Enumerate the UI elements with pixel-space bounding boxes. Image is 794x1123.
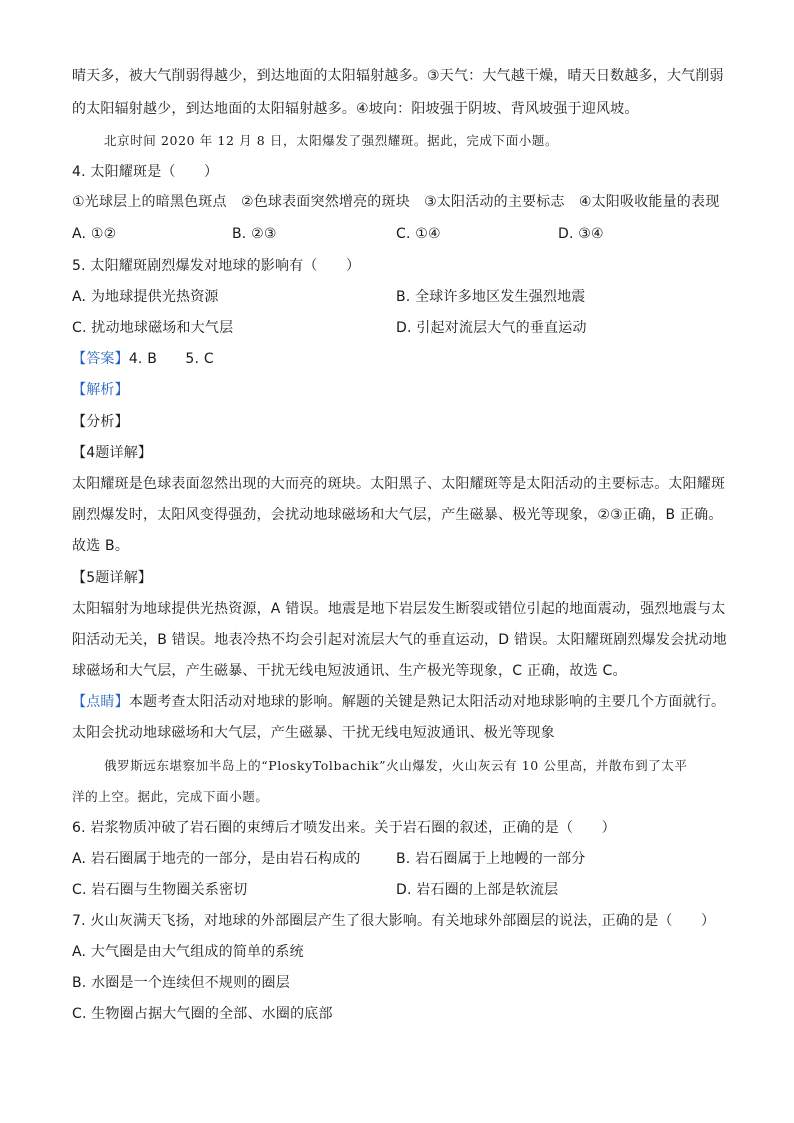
dianjing-tag: 【点睛】 [72, 694, 129, 710]
fenxi-tag: 【分析】 [72, 414, 129, 430]
detail5-line-3: 球磁场和大气层，产生磁暴、干扰无线电短波通讯、生产极光等现象，C 正确，故选 C。 [72, 663, 627, 679]
q4-option-c: C. ①④ [396, 226, 441, 242]
q7-stem: 7. 火山灰满天飞扬，对地球的外部圈层产生了很大影响。有关地球外部圈层的说法，正确的是（ ） [72, 913, 716, 929]
detail5-line-1: 太阳辐射为地球提供光热资源，A 错误。地震是地下岩层发生断裂或错位引起的地面震动，强烈地震与太 [72, 601, 726, 617]
lead-paragraph-2-line-1: 俄罗斯远东堪察加半岛上的“PloskyTolbachik”火山爆发，火山灰云有 10 公里高，并散布到了太平 [104, 758, 688, 773]
detail4-line-2: 剧烈爆发时，太阳风变得强劲，会扰动地球磁场和大气层，产生磁暴、极光等现象，②③正确，B 正确。 [72, 507, 723, 523]
q4-option-b: B. ②③ [232, 226, 277, 242]
q5-option-a: A. 为地球提供光热资源 [72, 289, 219, 305]
q4-statements: ①光球层上的暗黑色斑点 ②色球表面突然增亮的斑块 ③太阳活动的主要标志 ④太阳吸收能量的表现 [72, 194, 720, 210]
intro-line-1: 晴天多，被大气削弱得越少，到达地面的太阳辐射越多。③天气：大气越干燥，晴天日数越多，大气削弱 [72, 68, 724, 84]
answer-text: 4. B 5. C [128, 351, 214, 367]
q5-option-c: C. 扰动地球磁场和大气层 [72, 320, 234, 336]
analysis-tag: 【解析】 [72, 382, 129, 398]
q5-stem: 5. 太阳耀斑剧烈爆发对地球的影响有（ ） [72, 258, 361, 274]
intro-line-2: 的太阳辐射越少，到达地面的太阳辐射越多。④坡向：阳坡强于阴坡、背风坡强于迎风坡。 [72, 101, 639, 117]
detail4-line-3: 故选 B。 [72, 538, 130, 554]
q6-option-c: C. 岩石圈与生物圈关系密切 [72, 882, 248, 898]
q7-option-c: C. 生物圈占据大气圈的全部、水圈的底部 [72, 1006, 333, 1022]
q7-option-a: A. 大气圈是由大气组成的简单的系统 [72, 944, 304, 960]
q5-option-b: B. 全球许多地区发生强烈地震 [396, 289, 586, 305]
answer-tag: 【答案】 [72, 351, 129, 367]
detail4-line-1: 太阳耀斑是色球表面忽然出现的大而亮的斑块。太阳黑子、太阳耀斑等是太阳活动的主要标志。太阳耀斑 [72, 476, 726, 492]
detail5-line-2: 阳活动无关，B 错误。地表冷热不均会引起对流层大气的垂直运动，D 错误。太阳耀斑剧烈爆发会扰动地 [72, 632, 727, 648]
q6-option-d: D. 岩石圈的上部是软流层 [396, 882, 559, 898]
q4-stem: 4. 太阳耀斑是（ ） [72, 164, 219, 180]
dianjing-line-2: 太阳会扰动地球磁场和大气层，产生磁暴、干扰无线电短波通讯、极光等现象 [72, 725, 555, 741]
q6-option-a: A. 岩石圈属于地壳的一部分，是由岩石构成的 [72, 851, 361, 867]
q6-option-b: B. 岩石圈属于上地幔的一部分 [396, 851, 586, 867]
q4-option-a: A. ①② [72, 226, 117, 242]
dianjing-line-1 [72, 692, 732, 712]
q6-stem: 6. 岩浆物质冲破了岩石圈的束缚后才喷发出来。关于岩石圈的叙述，正确的是（ ） [72, 820, 616, 836]
detail5-tag: 【5题详解】 [72, 570, 153, 586]
lead-paragraph-1: 北京时间 2020 年 12 月 8 日，太阳爆发了强烈耀斑。据此，完成下面小题。 [104, 133, 559, 148]
q4-option-d: D. ③④ [558, 226, 604, 242]
answer-line [72, 349, 732, 369]
dianjing-text: 本题考查太阳活动对地球的影响。解题的关键是熟记太阳活动对地球影响的主要几个方面就行。 [128, 694, 726, 710]
q7-option-b: B. 水圈是一个连续但不规则的圈层 [72, 975, 290, 991]
detail4-tag: 【4题详解】 [72, 445, 153, 461]
lead-paragraph-2-line-2: 洋的上空。据此，完成下面小题。 [72, 789, 269, 804]
q5-option-d: D. 引起对流层大气的垂直运动 [396, 320, 587, 336]
